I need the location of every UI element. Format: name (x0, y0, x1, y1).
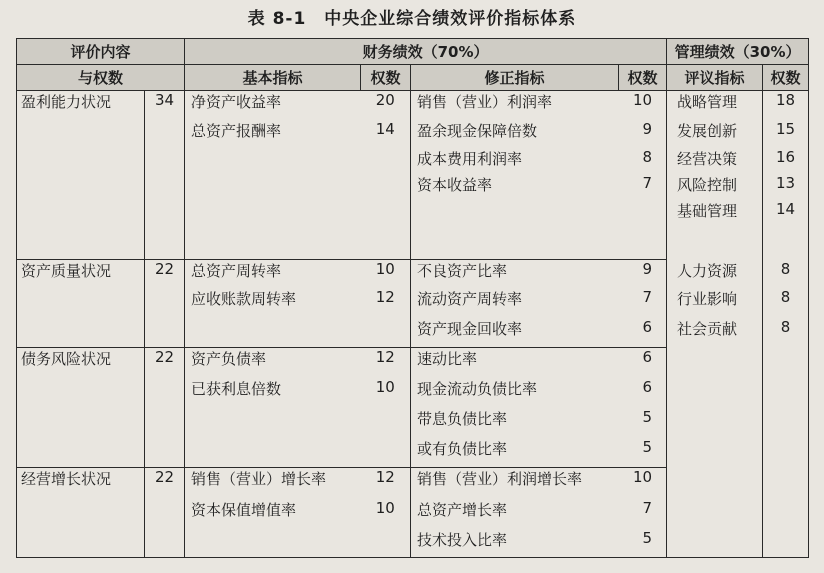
review-indicator: 战略管理 (667, 91, 763, 120)
empty-cell (361, 529, 411, 558)
empty-cell (763, 348, 809, 378)
basic-indicator: 应收账款周转率 (191, 289, 297, 308)
empty-cell (17, 378, 145, 408)
empty-cell (763, 438, 809, 468)
header-eval-content: 评价内容 (17, 39, 185, 65)
modified-indicator: 总资产增长率 (417, 500, 508, 519)
table-row (17, 529, 809, 558)
review-indicator: 社会贡献 (667, 318, 763, 348)
dimension-weight: 34 (145, 91, 185, 120)
empty-cell (145, 200, 185, 260)
review-weight: 8 (763, 260, 809, 288)
table-row (17, 91, 809, 120)
table-title: 表 8-1 中央企业综合绩效评价指标体系 (247, 9, 577, 29)
review-weight: 13 (763, 174, 809, 200)
basic-weight: 12 (361, 348, 411, 378)
dimension-weight: 22 (145, 468, 185, 499)
empty-cell (17, 438, 145, 468)
empty-cell (763, 408, 809, 438)
basic-weight: 10 (361, 378, 411, 408)
review-indicator: 行业影响 (667, 288, 763, 318)
empty-cell (667, 499, 763, 529)
review-indicator: 经营决策 (667, 148, 763, 174)
modified-indicator: 或有负债比率 (411, 438, 619, 468)
basic-indicator: 已获利息倍数 (191, 379, 282, 398)
empty-cell (361, 318, 411, 348)
review-weight: 14 (763, 200, 809, 260)
header-review-indicator: 评议指标 (667, 65, 763, 91)
header-row-1 (17, 39, 809, 65)
empty-cell (145, 120, 185, 148)
empty-cell (17, 288, 145, 318)
review-indicator: 人力资源 (667, 260, 763, 288)
modified-indicator: 资产现金回收率 (411, 318, 619, 348)
basic-weight: 10 (361, 499, 411, 529)
empty-cell (17, 318, 145, 348)
modified-weight: 6 (619, 378, 667, 408)
basic-indicator: 资本保值增值率 (191, 500, 297, 519)
modified-weight: 6 (619, 318, 667, 348)
empty-cell (17, 174, 145, 200)
review-weight: 16 (763, 148, 809, 174)
empty-cell (361, 200, 411, 260)
empty-cell (667, 529, 763, 558)
empty-cell (145, 288, 185, 318)
modified-weight: 6 (619, 348, 667, 378)
empty-cell (17, 529, 145, 558)
empty-cell (185, 174, 361, 200)
modified-weight: 5 (619, 529, 667, 558)
modified-weight: 9 (619, 120, 667, 148)
empty-cell (185, 148, 361, 174)
table-row (17, 408, 809, 438)
empty-cell (667, 348, 763, 378)
table-row (17, 260, 809, 288)
modified-weight: 8 (619, 148, 667, 174)
empty-cell (185, 200, 361, 260)
empty-cell (145, 378, 185, 408)
empty-cell (145, 408, 185, 438)
empty-cell (619, 200, 667, 260)
modified-weight: 10 (619, 91, 667, 120)
header-modified-weight: 权数 (619, 65, 667, 91)
header-basic-weight: 权数 (361, 65, 411, 91)
empty-cell (361, 174, 411, 200)
table-row (17, 318, 809, 348)
empty-cell (17, 120, 145, 148)
table-body (17, 91, 809, 558)
basic-indicator: 销售（营业）增长率 (191, 470, 327, 488)
table-row (17, 174, 809, 200)
empty-cell (185, 408, 361, 438)
empty-cell (17, 499, 145, 529)
table-row (17, 438, 809, 468)
review-weight: 8 (763, 318, 809, 348)
empty-cell (763, 499, 809, 529)
review-weight: 18 (763, 91, 809, 120)
basic-weight: 20 (361, 91, 411, 120)
modified-weight: 7 (619, 174, 667, 200)
modified-indicator: 流动资产周转率 (417, 289, 523, 308)
empty-cell (763, 529, 809, 558)
dimension-cell: 资产质量状况 (17, 260, 145, 288)
indicator-table (16, 38, 809, 558)
empty-cell (667, 438, 763, 468)
empty-cell (667, 408, 763, 438)
modified-indicator: 不良资产比率 (417, 262, 508, 280)
modified-indicator: 盈余现金保障倍数 (417, 121, 538, 140)
review-weight: 15 (763, 120, 809, 148)
empty-cell (145, 174, 185, 200)
modified-indicator: 销售（营业）利润率 (417, 93, 553, 111)
empty-cell (763, 468, 809, 499)
empty-cell (17, 408, 145, 438)
review-weight: 8 (763, 288, 809, 318)
empty-cell (145, 438, 185, 468)
modified-indicator: 成本费用利润率 (417, 149, 523, 168)
basic-weight: 12 (361, 468, 411, 499)
table-row (17, 288, 809, 318)
empty-cell (361, 408, 411, 438)
review-indicator: 发展创新 (667, 120, 763, 148)
empty-cell (667, 468, 763, 499)
modified-indicator: 带息负债比率 (417, 409, 508, 428)
modified-indicator: 现金流动负债比率 (417, 379, 538, 398)
empty-cell (185, 318, 361, 348)
empty-cell (185, 529, 361, 558)
empty-cell (145, 318, 185, 348)
basic-indicator: 总资产报酬率 (191, 121, 282, 140)
modified-weight: 5 (619, 438, 667, 468)
table-row (17, 120, 809, 148)
header-basic-indicator: 基本指标 (185, 65, 361, 91)
dimension-cell: 经营增长状况 (17, 468, 145, 499)
empty-cell (145, 529, 185, 558)
dimension-weight: 22 (145, 260, 185, 288)
table-row (17, 200, 809, 260)
header-modified-indicator: 修正指标 (411, 65, 619, 91)
modified-indicator: 资本收益率 (417, 175, 493, 194)
dimension-weight: 22 (145, 348, 185, 378)
modified-indicator: 技术投入比率 (411, 529, 619, 558)
header-row-2 (17, 65, 809, 91)
table-row (17, 348, 809, 378)
basic-indicator: 净资产收益率 (191, 93, 282, 111)
table-row (17, 148, 809, 174)
basic-indicator: 总资产周转率 (191, 262, 282, 280)
empty-cell (411, 200, 619, 260)
empty-cell (145, 499, 185, 529)
modified-indicator: 销售（营业）利润增长率 (417, 470, 583, 488)
modified-indicator: 速动比率 (417, 350, 478, 368)
empty-cell (361, 438, 411, 468)
modified-weight: 9 (619, 260, 667, 288)
modified-weight: 7 (619, 288, 667, 318)
modified-weight: 5 (619, 408, 667, 438)
modified-weight: 10 (619, 468, 667, 499)
dimension-cell: 债务风险状况 (17, 348, 145, 378)
basic-weight: 10 (361, 260, 411, 288)
table-row (17, 378, 809, 408)
empty-cell (361, 148, 411, 174)
basic-indicator: 资产负债率 (191, 350, 267, 368)
empty-cell (145, 148, 185, 174)
empty-cell (17, 200, 145, 260)
basic-weight: 12 (361, 288, 411, 318)
header-finance: 财务绩效（70%） (185, 39, 667, 65)
empty-cell (17, 148, 145, 174)
review-indicator: 风险控制 (667, 174, 763, 200)
header-review-weight: 权数 (763, 65, 809, 91)
empty-cell (185, 438, 361, 468)
dimension-cell: 盈利能力状况 (17, 91, 145, 120)
review-indicator: 基础管理 (667, 200, 763, 260)
table-row (17, 499, 809, 529)
modified-weight: 7 (619, 499, 667, 529)
basic-weight: 14 (361, 120, 411, 148)
header-eval-weight: 与权数 (17, 65, 185, 91)
empty-cell (763, 378, 809, 408)
empty-cell (667, 378, 763, 408)
header-management: 管理绩效（30%） (667, 39, 809, 65)
table-row (17, 468, 809, 499)
